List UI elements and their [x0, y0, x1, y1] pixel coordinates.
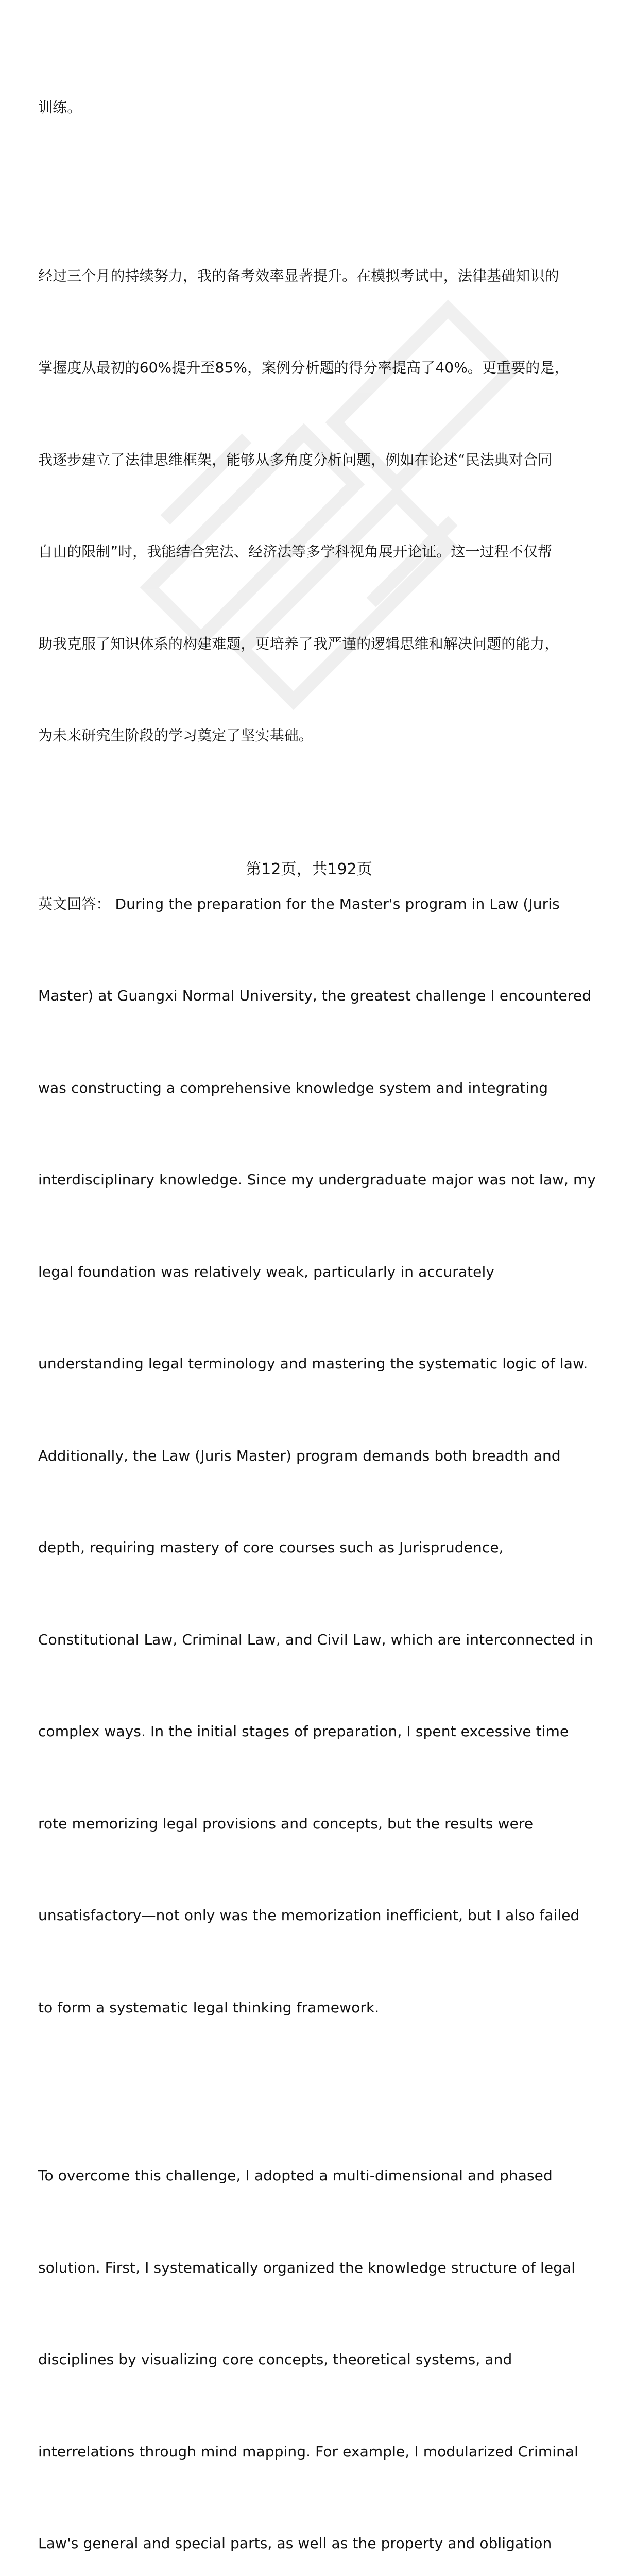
- text-line: interdisciplinary knowledge. Since my undergraduate major was not law, my: [38, 1171, 596, 1188]
- paragraph-3-english-answer: [38, 827, 596, 2084]
- text-line: 英文回答： During the preparation for the Master's program in Law (Juris: [38, 895, 560, 912]
- text-line: 为未来研究生阶段的学习奠定了坚实基础。: [38, 727, 313, 744]
- text-line: Master) at Guangxi Normal University, the greatest challenge I encountered: [38, 987, 592, 1004]
- page-number-footer: 第12页，共192页: [246, 860, 372, 878]
- text-line: 助我克服了知识体系的构建难题，更培养了我严谨的逻辑思维和解决问题的能力，: [38, 635, 559, 652]
- text-line: was constructing a comprehensive knowledge system and integrating: [38, 1079, 548, 1096]
- text-line: disciplines by visualizing core concepts, theoretical systems, and: [38, 2351, 512, 2368]
- text-line: depth, requiring mastery of core courses such as Jurisprudence,: [38, 1539, 504, 1556]
- text-line: legal foundation was relatively weak, particularly in accurately: [38, 1263, 495, 1280]
- text-line: 掌握度从最初的60%提升至85%，案例分析题的得分率提高了40%。更重要的是，: [38, 359, 569, 376]
- text-line: unsatisfactory—not only was the memorization inefficient, but I also failed: [38, 1907, 580, 1924]
- text-line: 自由的限制”时，我能结合宪法、经济法等多学科视角展开论证。这一过程不仅帮: [38, 543, 553, 560]
- paragraph-2: [38, 199, 589, 812]
- text-line: interrelations through mind mapping. For example, I modularized Criminal: [38, 2443, 579, 2460]
- text-line: 训练。: [38, 99, 82, 116]
- text-line: To overcome this challenge, I adopted a multi-dimensional and phased: [38, 2167, 553, 2184]
- text-line: rote memorizing legal provisions and concepts, but the results were: [38, 1815, 534, 1832]
- text-line: complex ways. In the initial stages of preparation, I spent excessive time: [38, 1723, 569, 1740]
- text-line: Additionally, the Law (Juris Master) program demands both breadth and: [38, 1447, 561, 1464]
- paragraph-4: [38, 2099, 589, 2576]
- text-line: Law's general and special parts, as well as the property and obligation: [38, 2535, 552, 2552]
- paragraph-1: [38, 31, 589, 184]
- text-line: to form a systematic legal thinking framework.: [38, 1998, 380, 2016]
- text-line: Constitutional Law, Criminal Law, and Civil Law, which are interconnected in: [38, 1631, 593, 1648]
- text-line: 经过三个月的持续努力，我的备考效率显著提升。在模拟考试中，法律基础知识的: [38, 267, 559, 284]
- text-line: understanding legal terminology and mastering the systematic logic of law.: [38, 1355, 588, 1372]
- text-line: 我逐步建立了法律思维框架，能够从多角度分析问题，例如在论述“民法典对合同: [38, 451, 553, 468]
- document-body: [38, 31, 596, 2576]
- text-line: solution. First, I systematically organized the knowledge structure of legal: [38, 2259, 576, 2276]
